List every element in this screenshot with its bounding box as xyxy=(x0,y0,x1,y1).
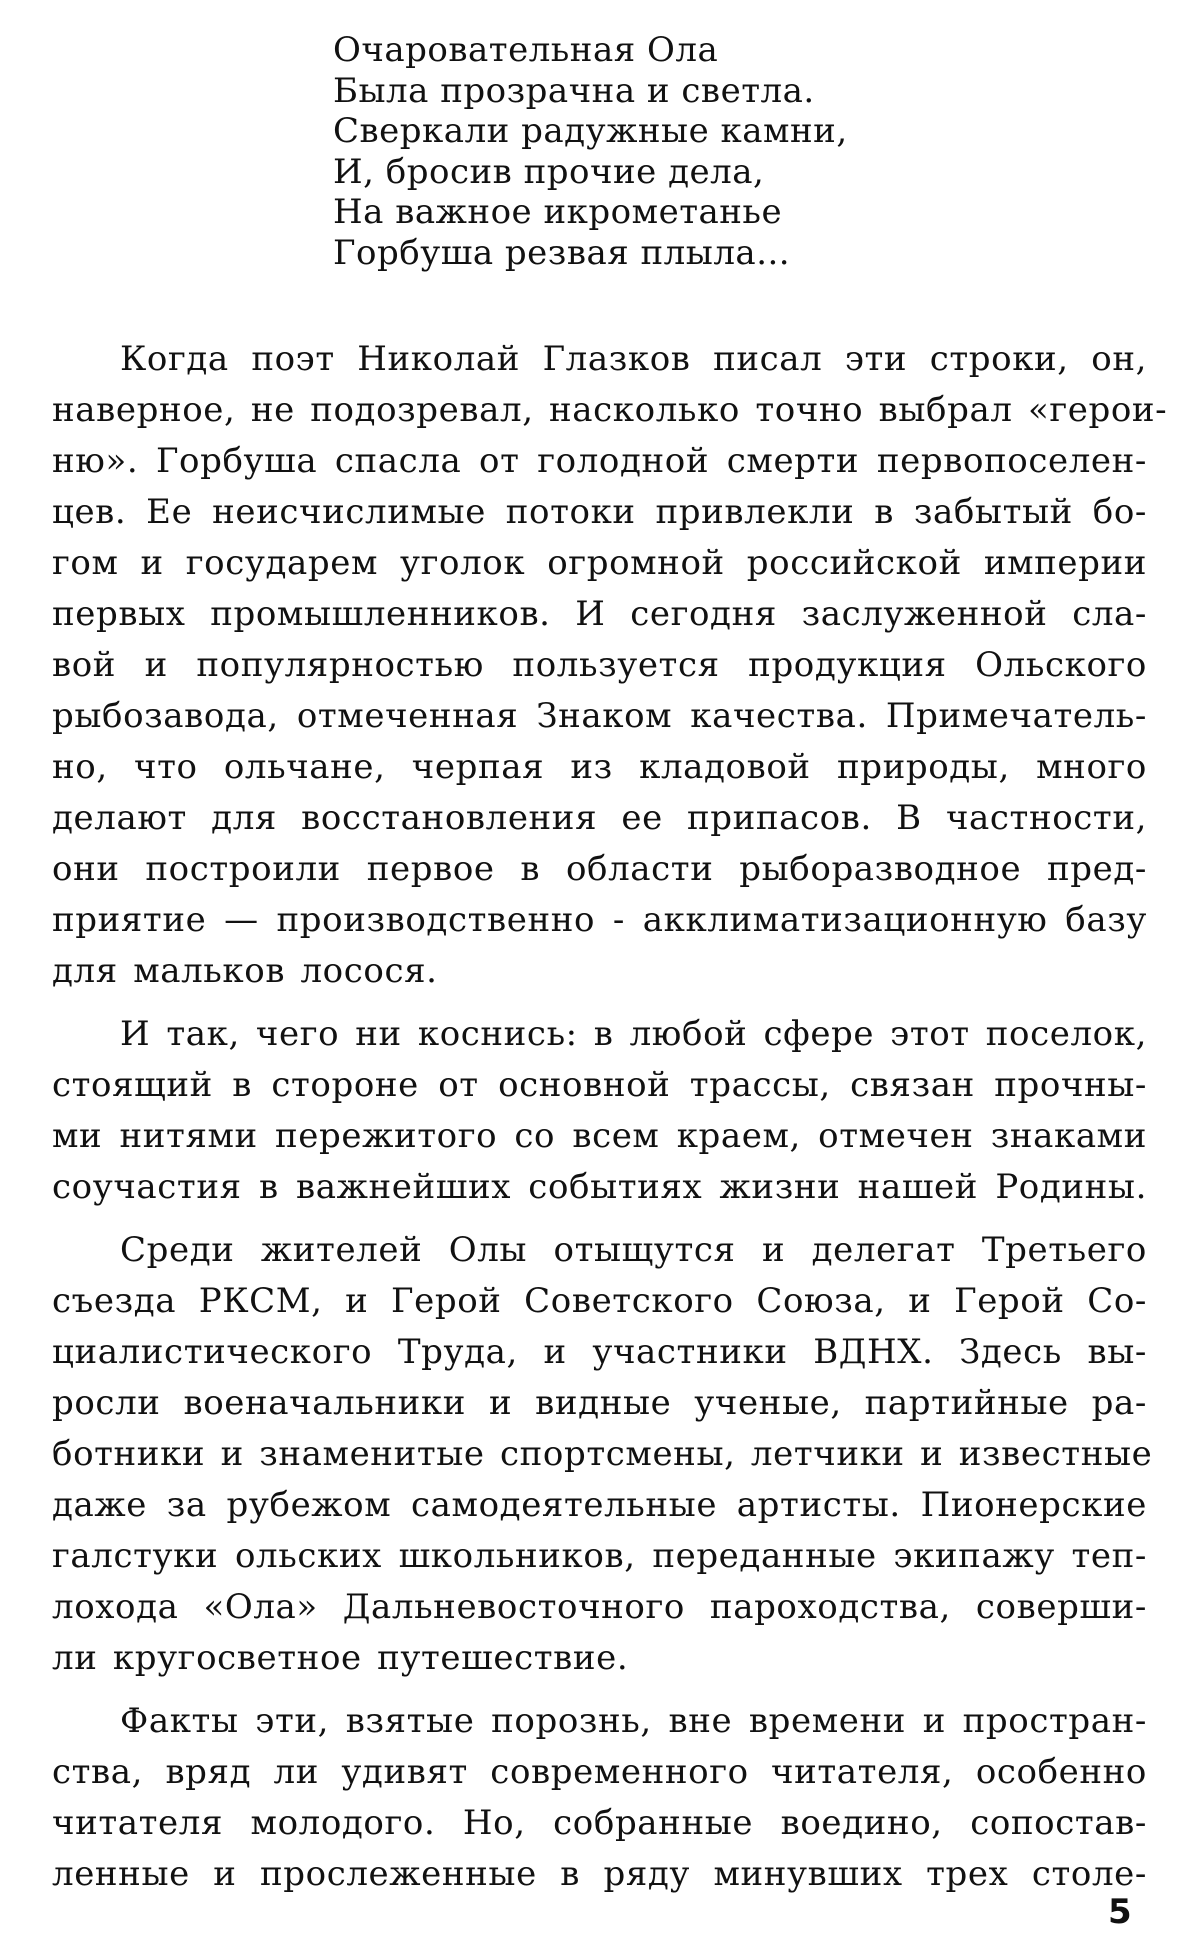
poem-line: Сверкали радужные камни, xyxy=(333,111,848,151)
text-line: рыбозавода, отмеченная Знаком качества. Примечатель- xyxy=(52,696,1147,736)
poem-line: На важное икрометанье xyxy=(333,192,783,232)
text-line: галстуки ольских школьников, переданные экипажу теп- xyxy=(52,1536,1147,1576)
text-line: росли военачальники и видные ученые, партийные ра- xyxy=(52,1383,1147,1423)
text-line: приятие — производственно - акклиматизационную базу xyxy=(52,900,1147,940)
text-line: даже за рубежом самодеятельные артисты. Пионерские xyxy=(52,1485,1147,1525)
text-line: ню». Горбуша спасла от голодной смерти первопоселен- xyxy=(52,441,1147,481)
text-line: для мальков лосося. xyxy=(52,951,438,991)
text-line: но, что ольчане, черпая из кладовой природы, много xyxy=(52,747,1147,787)
text-line: цев. Ее неисчислимые потоки привлекли в забытый бо- xyxy=(52,492,1147,532)
paragraph xyxy=(52,1009,1147,1213)
paragraph xyxy=(52,334,1168,997)
text-line: они построили первое в области рыборазводное пред- xyxy=(52,849,1147,889)
text-line: ства, вряд ли удивят современного читателя, особенно xyxy=(52,1752,1147,1792)
paragraph xyxy=(52,1696,1147,1900)
text-line: наверное, не подозревал, насколько точно выбрал «герои- xyxy=(52,390,1168,430)
text-line: читателя молодого. Но, собранные воедино, сопостав- xyxy=(52,1803,1147,1843)
text-line: съезда РКСМ, и Герой Советского Союза, и Герой Со- xyxy=(52,1281,1147,1321)
epigraph-poem xyxy=(333,30,953,273)
text-line: первых промышленников. И сегодня заслуженной сла- xyxy=(52,594,1147,634)
poem-line: Была прозрачна и светла. xyxy=(333,70,815,111)
text-line: соучастия в важнейших событиях жизни нашей Родины. xyxy=(52,1167,1147,1207)
text-line: делают для восстановления ее припасов. В частности, xyxy=(52,798,1147,838)
text-line: ми нитями пережитого со всем краем, отмечен знаками xyxy=(52,1116,1147,1156)
text-line: Когда поэт Николай Глазков писал эти строки, он, xyxy=(120,339,1147,379)
poem-line: Горбуша резвая плыла... xyxy=(333,232,791,273)
text-line: ботники и знаменитые спортсмены, летчики и известные xyxy=(52,1434,1153,1474)
page-number: 5 xyxy=(1108,1892,1132,1932)
text-line: вой и популярностью пользуется продукция Ольского xyxy=(52,645,1147,685)
text-line: гом и государем уголок огромной российской империи xyxy=(52,543,1147,583)
poem-line: Очаровательная Ола xyxy=(333,30,719,70)
poem-line: И, бросив прочие дела, xyxy=(333,151,765,192)
text-line: Среди жителей Олы отыщутся и делегат Третьего xyxy=(120,1230,1147,1270)
text-line: И так, чего ни коснись: в любой сфере этот поселок, xyxy=(120,1014,1147,1054)
text-line: лохода «Ола» Дальневосточного пароходства, соверши- xyxy=(52,1587,1147,1627)
text-line: циалистического Труда, и участники ВДНХ. Здесь вы- xyxy=(52,1332,1147,1372)
text-line: ли кругосветное путешествие. xyxy=(52,1638,629,1678)
text-line: ленные и прослеженные в ряду минувших трех столе- xyxy=(52,1854,1147,1894)
text-line: стоящий в стороне от основной трассы, связан прочны- xyxy=(52,1065,1147,1105)
text-line: Факты эти, взятые порознь, вне времени и простран- xyxy=(120,1701,1147,1741)
paragraph xyxy=(52,1225,1153,1684)
body-text xyxy=(52,334,1168,1912)
